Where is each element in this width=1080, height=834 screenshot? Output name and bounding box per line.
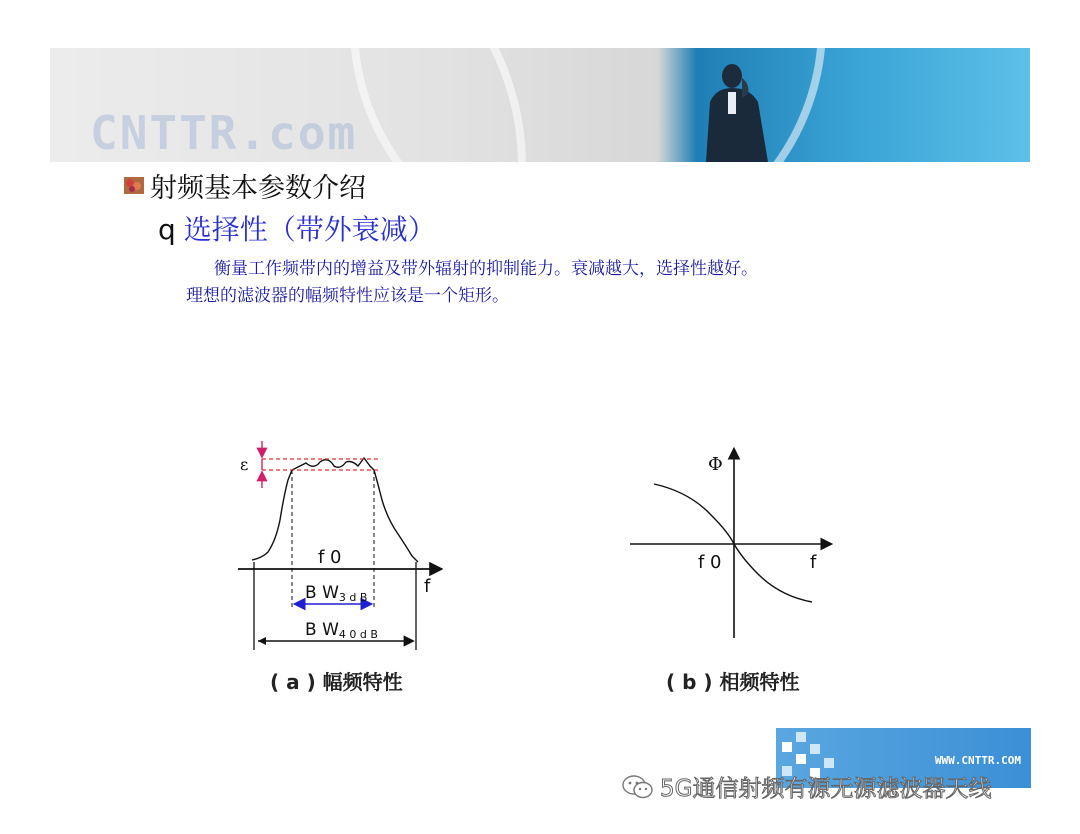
wechat-icon <box>622 775 654 799</box>
amplitude-diagram <box>238 441 440 650</box>
subtitle-text: 选择性（带外衰减） <box>183 213 436 246</box>
footer-watermark <box>622 770 991 803</box>
epsilon-label: ε <box>240 455 249 474</box>
description-line-2: 理想的滤波器的幅频特性应该是一个矩形。 <box>186 286 509 306</box>
amp-f-axis-label: f <box>424 576 431 597</box>
bw40-label: B W4 0 d B <box>305 620 378 641</box>
logo-url: WWW.CNTTR.COM <box>934 754 1021 767</box>
phi-label: Φ <box>708 454 723 475</box>
subtitle-bullet: q <box>158 213 176 246</box>
amp-f0-label: f 0 <box>318 547 342 568</box>
phase-f-axis-label: f <box>810 552 817 573</box>
footer-text: 5G通信射频有源无源滤波器天线 <box>660 776 992 802</box>
description-line-1: 衡量工作频带内的增益及带外辐射的抑制能力。衰减越大，选择性越好。 <box>214 259 758 279</box>
caption-amplitude: ( a ) 幅频特性 <box>270 670 403 694</box>
banner-watermark: CNTTR.com <box>90 106 358 160</box>
caption-phase: ( b ) 相频特性 <box>666 670 800 694</box>
phase-response-curve <box>654 484 812 602</box>
bw3-label: B W3 d B <box>305 583 368 604</box>
section-title-text: 射频基本参数介绍 <box>150 173 366 204</box>
phase-f0-label: f 0 <box>698 552 722 573</box>
phase-diagram <box>630 450 830 638</box>
bw40-arrowhead-left <box>258 637 266 645</box>
